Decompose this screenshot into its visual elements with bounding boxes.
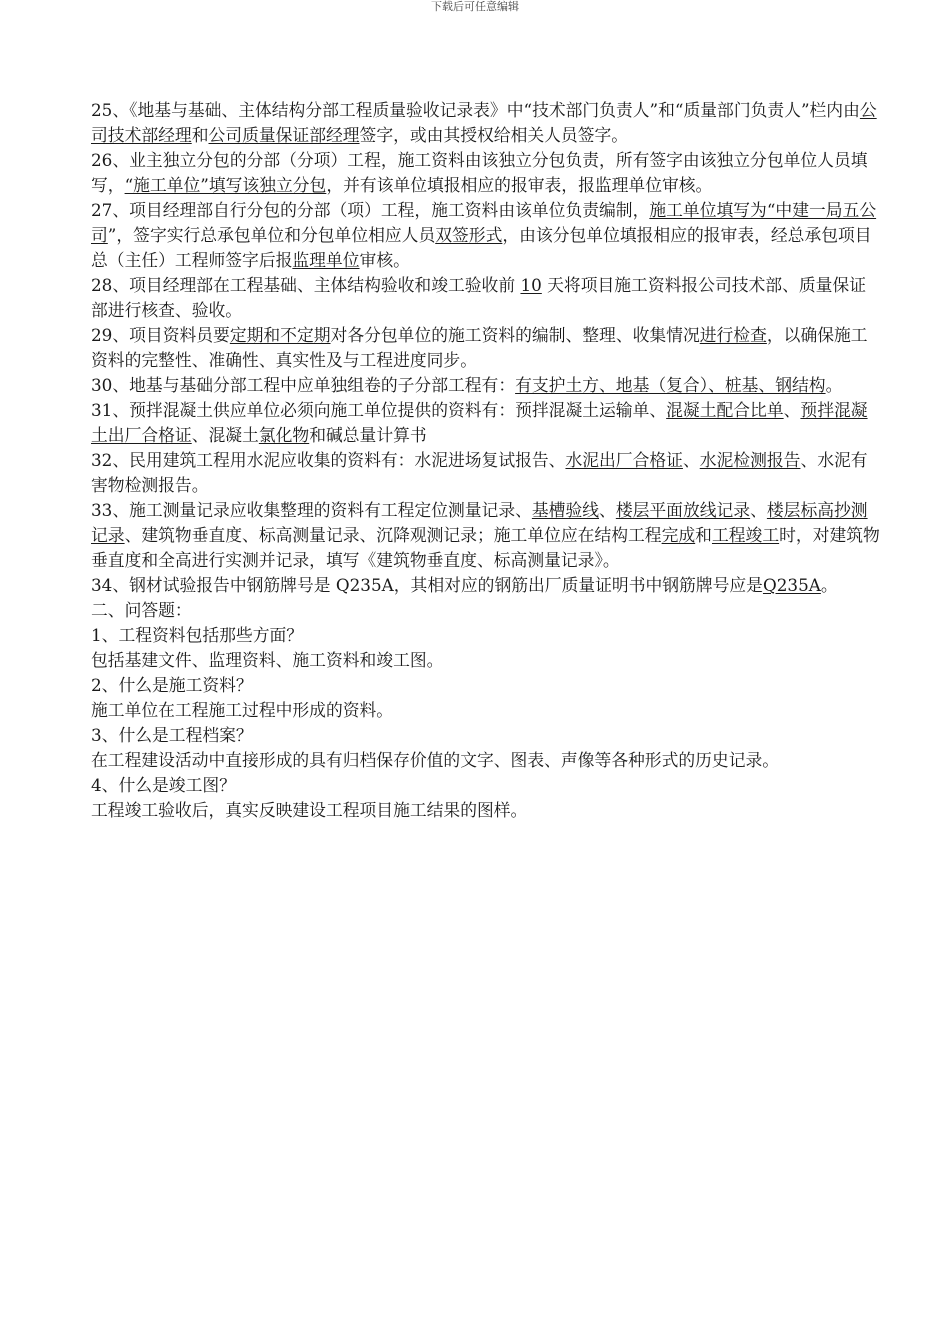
- text-segment: 。: [820, 575, 838, 595]
- paragraph-p28: [91, 273, 881, 323]
- underlined-answer: 施工单位填写为“中建一局五公司: [91, 200, 877, 245]
- text-segment: 27、项目经理部自行分包的分部（项）工程，施工资料由该单位负责编制，: [91, 200, 650, 220]
- text-segment: 、水泥有害物检测报告。: [91, 450, 868, 495]
- text-segment: 、: [682, 450, 700, 470]
- paragraph-p27: [91, 198, 881, 273]
- paragraph-a1: [91, 648, 881, 673]
- text-segment: ，以确保施工资料的完整性、准确性、真实性及与工程进度同步。: [91, 325, 868, 370]
- text-segment: 审核。: [359, 250, 410, 270]
- text-segment: 包括基建文件、监理资料、施工资料和竣工图。: [91, 650, 444, 670]
- underlined-answer: 进行检查: [699, 325, 767, 345]
- underlined-answer: 楼层平面放线记录: [615, 500, 751, 520]
- underlined-answer: 完成: [661, 525, 696, 545]
- paragraph-a3: [91, 748, 881, 773]
- underlined-answer: “施工单位”填写该独立分包: [124, 175, 327, 195]
- text-segment: 32、民用建筑工程用水泥应收集的资料有：水泥进场复试报告、: [91, 450, 566, 470]
- text-segment: ，由该分包单位填报相应的报审表，经总承包项目总（主任）工程师签字后报: [91, 225, 872, 270]
- text-segment: 、混凝土: [191, 425, 259, 445]
- text-segment: 4、什么是竣工图？: [91, 775, 236, 795]
- underlined-answer: 双签形式: [435, 225, 503, 245]
- paragraph-q1: [91, 623, 881, 648]
- text-segment: 、建筑物垂直度、标高测量记录、沉降观测记录；施工单位应在结构工程: [124, 525, 662, 545]
- text-segment: 31、预拌混凝土供应单位必须向施工单位提供的资料有：预拌混凝土运输单、: [91, 400, 667, 420]
- underlined-answer: 水泥检测报告: [699, 450, 801, 470]
- text-segment: 25、《地基与基础、主体结构分部工程质量验收记录表》中“技术部门负责人”和“质量部门负责人”栏内由: [91, 100, 860, 120]
- text-segment: 3、什么是工程档案？: [91, 725, 253, 745]
- underlined-answer: 监理单位: [292, 250, 360, 270]
- text-segment: ”，签字实行总承包单位和分包单位相应人员: [107, 225, 436, 245]
- underlined-answer: 预拌混凝土出厂合格证: [91, 400, 868, 445]
- paragraph-q4: [91, 773, 881, 798]
- underlined-answer: 楼层标高抄测记录: [91, 500, 868, 545]
- text-segment: 二、问答题：: [91, 600, 192, 620]
- underlined-answer: 工程竣工: [711, 525, 780, 545]
- paragraph-q3: [91, 723, 881, 748]
- text-segment: 和: [191, 125, 209, 145]
- text-segment: 对各分包单位的施工资料的编制、整理、收集情况: [330, 325, 700, 345]
- underlined-answer: 有支护土方、地基（复合）、桩基、钢结构: [515, 375, 826, 395]
- text-segment: 在工程建设活动中直接形成的具有归档保存价值的文字、图表、声像等各种形式的历史记录。: [91, 750, 780, 770]
- text-segment: 26、业主独立分包的分部（分项）工程，施工资料由该独立分包负责，所有签字由该独立分包单位人员填写，: [91, 150, 868, 195]
- paragraph-a4: [91, 798, 881, 823]
- text-segment: 34、钢材试验报告中钢筋牌号是 Q235A，其相对应的钢筋出厂质量证明书中钢筋牌号应是: [91, 575, 763, 595]
- underlined-answer: 混凝土配合比单: [666, 400, 784, 420]
- underlined-answer: 基槽验线: [531, 500, 600, 520]
- text-segment: 签字，或由其授权给相关人员签字。: [359, 125, 629, 145]
- text-segment: 时，对建筑物垂直度和全高进行实测并记录，填写《建筑物垂直度、标高测量记录》。: [91, 525, 880, 570]
- document-body: [91, 98, 881, 823]
- underlined-answer: 水泥出厂合格证: [565, 450, 683, 470]
- text-segment: 。: [825, 375, 843, 395]
- paragraph-p31: [91, 398, 881, 448]
- paragraph-a2: [91, 698, 881, 723]
- underlined-answer: 公司质量保证部经理: [208, 125, 360, 145]
- paragraph-p33: [91, 498, 881, 573]
- text-segment: 2、什么是施工资料？: [91, 675, 253, 695]
- text-segment: 28、项目经理部在工程基础、主体结构验收和竣工验收前: [91, 275, 521, 295]
- text-segment: ，并有该单位填报相应的报审表，报监理单位审核。: [326, 175, 713, 195]
- underlined-answer: 氯化物: [258, 425, 310, 445]
- text-segment: 、: [750, 500, 767, 520]
- text-segment: 30、地基与基础分部工程中应单独组卷的子分部工程有：: [91, 375, 516, 395]
- paragraph-s2: [91, 598, 881, 623]
- text-segment: 、: [783, 400, 801, 420]
- underlined-answer: 10: [520, 275, 542, 295]
- underlined-answer: Q235A: [762, 575, 821, 595]
- paragraph-p26: [91, 148, 881, 198]
- paragraph-p34: [91, 573, 881, 598]
- text-segment: 施工单位在工程施工过程中形成的资料。: [91, 700, 394, 720]
- paragraph-q2: [91, 673, 881, 698]
- paragraph-p29: [91, 323, 881, 373]
- text-segment: 和: [695, 525, 712, 545]
- underlined-answer: 公司技术部经理: [91, 100, 877, 145]
- text-segment: 、: [599, 500, 616, 520]
- underlined-answer: 定期和不定期: [229, 325, 331, 345]
- text-segment: 1、工程资料包括那些方面？: [91, 625, 304, 645]
- paragraph-p30: [91, 373, 881, 398]
- paragraph-p32: [91, 448, 881, 498]
- text-segment: 33、施工测量记录应收集整理的资料有工程定位测量记录、: [91, 500, 532, 520]
- paragraph-p25: [91, 98, 881, 148]
- page-header: 下载后可任意编辑: [431, 0, 519, 13]
- text-segment: 天将项目施工资料报公司技术部、质量保证部进行核查、验收。: [91, 275, 866, 320]
- text-segment: 工程竣工验收后，真实反映建设工程项目施工结果的图样。: [91, 800, 528, 820]
- text-segment: 和碱总量计算书: [309, 425, 427, 445]
- text-segment: 29、项目资料员要: [91, 325, 230, 345]
